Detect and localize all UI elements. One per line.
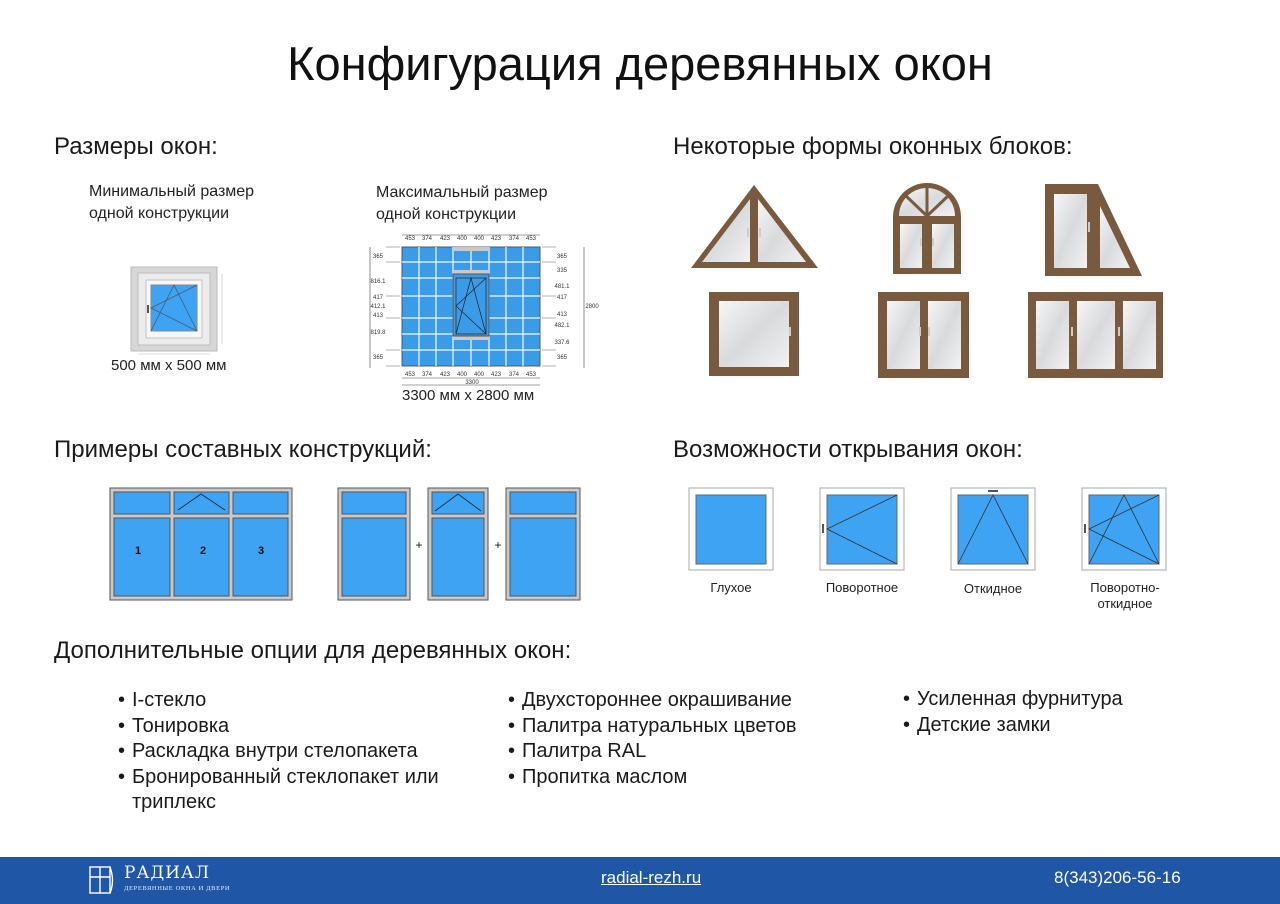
fixed-window-icon: [689, 488, 773, 570]
dim-left-4: 412.1: [370, 304, 386, 310]
options-list-3: [901, 687, 1241, 738]
min-window-illustration: [126, 262, 232, 356]
dim-top-5: 400: [473, 236, 485, 242]
single-sash-window: [709, 292, 799, 376]
sizes-heading: Размеры окон:: [54, 133, 218, 160]
dim-left-5: 413: [372, 313, 384, 319]
composite-constructions: [108, 486, 584, 604]
max-caption-line-2: одной конструкции: [376, 206, 516, 223]
dim-bottom-2: 374: [421, 372, 433, 378]
triple-sash-window: [1028, 292, 1163, 378]
trapezoid-window: [1045, 184, 1142, 276]
double-sash-window: [878, 292, 969, 378]
dim-left-2: 816.1: [370, 279, 386, 285]
website-link[interactable]: radial-rezh.ru: [601, 868, 702, 887]
composite-label-3: 3: [257, 545, 265, 557]
list-item: • Детские замки: [901, 713, 1241, 739]
dim-right-4: 417: [556, 295, 568, 301]
dim-top-6: 423: [490, 236, 502, 242]
dim-right-3: 481.1: [554, 284, 570, 290]
dim-right-6: 482.1: [554, 323, 570, 329]
max-window-diagram: [362, 230, 602, 388]
list-item: • Пропитка маслом: [506, 765, 886, 791]
dim-total-width: 3300: [465, 380, 479, 386]
dim-bottom-6: 423: [490, 372, 502, 378]
turn-tilt-window-icon: [1082, 488, 1166, 570]
dim-top-2: 374: [421, 236, 433, 242]
max-size-caption: [376, 182, 548, 226]
dim-right-5: 413: [556, 312, 568, 318]
opening-label-tilt: Откидное: [963, 581, 1023, 596]
dim-left-3: 417: [372, 295, 384, 301]
arched-window: [893, 183, 961, 274]
shapes-heading: Некоторые формы оконных блоков:: [673, 133, 1073, 160]
dim-top-3: 423: [439, 236, 451, 242]
brand-logo-icon: [87, 863, 119, 897]
max-size-label: 3300 мм х 2800 мм: [402, 387, 535, 404]
window-shapes-gallery: [688, 182, 1168, 382]
min-size-label: 500 мм х 500 мм: [111, 357, 227, 374]
footer-bar: [0, 857, 1280, 904]
brand-name: РАДИАЛ: [124, 863, 211, 883]
dim-bottom-7: 374: [508, 372, 520, 378]
dim-right-8: 365: [556, 355, 568, 361]
list-item: • Палитра RAL: [506, 739, 886, 765]
triangle-window: [691, 185, 818, 268]
tilt-window-icon: [951, 488, 1035, 570]
dim-left-1: 365: [372, 254, 384, 260]
max-caption-line-1: Максимальный размер: [376, 184, 548, 201]
list-item: • Палитра натуральных цветов: [506, 714, 886, 740]
dim-top-1: 453: [404, 236, 416, 242]
min-caption-line-2: одной конструкции: [89, 205, 229, 222]
dim-bottom-3: 423: [439, 372, 451, 378]
composite-label-1: 1: [134, 545, 142, 557]
dim-right-7: 337.6: [554, 340, 570, 346]
opening-types-icons: [688, 486, 1170, 574]
dim-total-height: 2800: [585, 304, 599, 310]
dim-bottom-1: 453: [404, 372, 416, 378]
dim-top-7: 374: [508, 236, 520, 242]
list-item: • Бронированный стеклопакет или: [116, 765, 496, 791]
options-list-2: [506, 688, 886, 790]
options-list-1: [116, 688, 496, 816]
brand-tagline: ДЕРЕВЯННЫЕ ОКНА И ДВЕРИ: [124, 885, 231, 892]
dim-bottom-5: 400: [473, 372, 485, 378]
dim-top-4: 400: [456, 236, 468, 242]
max-window-grid: [402, 247, 540, 366]
list-item: • Тонировка: [116, 714, 496, 740]
page-title: Конфигурация деревянных окон: [287, 37, 993, 90]
min-size-caption: [89, 181, 254, 225]
min-caption-line-1: Минимальный размер: [89, 183, 255, 200]
dim-bottom-4: 400: [456, 372, 468, 378]
opening-label-fixed: Глухое: [710, 580, 752, 595]
list-item-continuation: триплекс: [132, 791, 217, 813]
plus-sign-2: +: [494, 538, 502, 552]
phone-number: 8(343)206-56-16: [1054, 868, 1181, 887]
dim-right-1: 365: [556, 254, 568, 260]
list-item: • Усиленная фурнитура: [901, 687, 1241, 713]
opening-label-turn-tilt-line-2: откидное: [1097, 596, 1153, 611]
dim-bottom-8: 453: [525, 372, 537, 378]
list-item: • Двухстороннее окрашивание: [506, 688, 886, 714]
opening-heading: Возможности открывания окон:: [673, 436, 1023, 463]
composite-label-2: 2: [199, 545, 207, 557]
dim-right-2: 335: [556, 268, 568, 274]
dim-left-6: 819.8: [370, 330, 386, 336]
list-item: • I-стекло: [116, 688, 496, 714]
list-item: • Раскладка внутри стелопакета: [116, 739, 496, 765]
turn-window-icon: [820, 488, 904, 570]
options-heading: Дополнительные опции для деревянных окон:: [54, 637, 572, 664]
opening-label-turn-tilt-line-1: Поворотно-: [1090, 580, 1160, 595]
composite-heading: Примеры составных конструкций:: [54, 436, 432, 463]
opening-label-turn-tilt: [1075, 580, 1175, 612]
dim-top-8: 453: [525, 236, 537, 242]
plus-sign-1: +: [415, 538, 423, 552]
dim-left-7: 365: [372, 355, 384, 361]
opening-label-turn: Поворотное: [825, 580, 899, 595]
